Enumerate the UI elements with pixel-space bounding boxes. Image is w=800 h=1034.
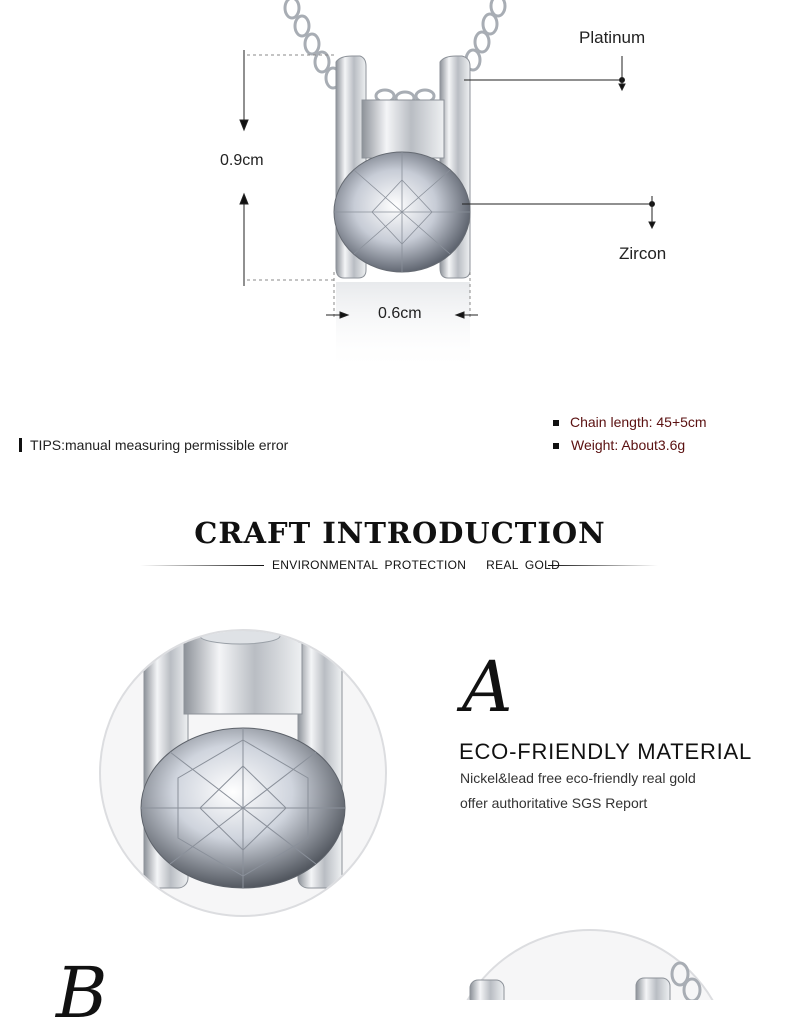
craft-title: CRAFT INTRODUCTION [194, 516, 606, 550]
pendant-dimension-diagram [0, 0, 800, 390]
height-dimension-label: 0.9cm [220, 152, 264, 169]
feature-a-desc-line1: Nickel&lead free eco-friendly real gold [460, 770, 696, 786]
bullet-icon [553, 443, 559, 449]
width-dimension-label: 0.6cm [378, 305, 422, 322]
bullet-icon [553, 420, 559, 426]
craft-subtitle: ENVIRONMENTAL PROTECTION REAL GOLD [272, 558, 561, 572]
chain [285, 0, 505, 104]
reflection [336, 282, 470, 372]
feature-a-title: ECO-FRIENDLY MATERIAL [459, 739, 753, 764]
platinum-label: Platinum [579, 28, 646, 47]
feature-b-image [440, 922, 740, 1000]
tips-bar-icon [19, 438, 22, 452]
zircon-stone [334, 152, 470, 272]
feature-b-letter: B [56, 952, 108, 1034]
chain-length-spec: Chain length: 45+5cm [570, 414, 707, 430]
zircon-label: Zircon [619, 244, 667, 263]
weight-spec: Weight: About3.6g [571, 437, 686, 453]
feature-a-image [98, 628, 388, 918]
feature-a-desc-line2: offer authoritative SGS Report [460, 795, 648, 811]
tips-text: TIPS:manual measuring permissible error [30, 437, 289, 453]
feature-a-letter: A [462, 646, 513, 728]
